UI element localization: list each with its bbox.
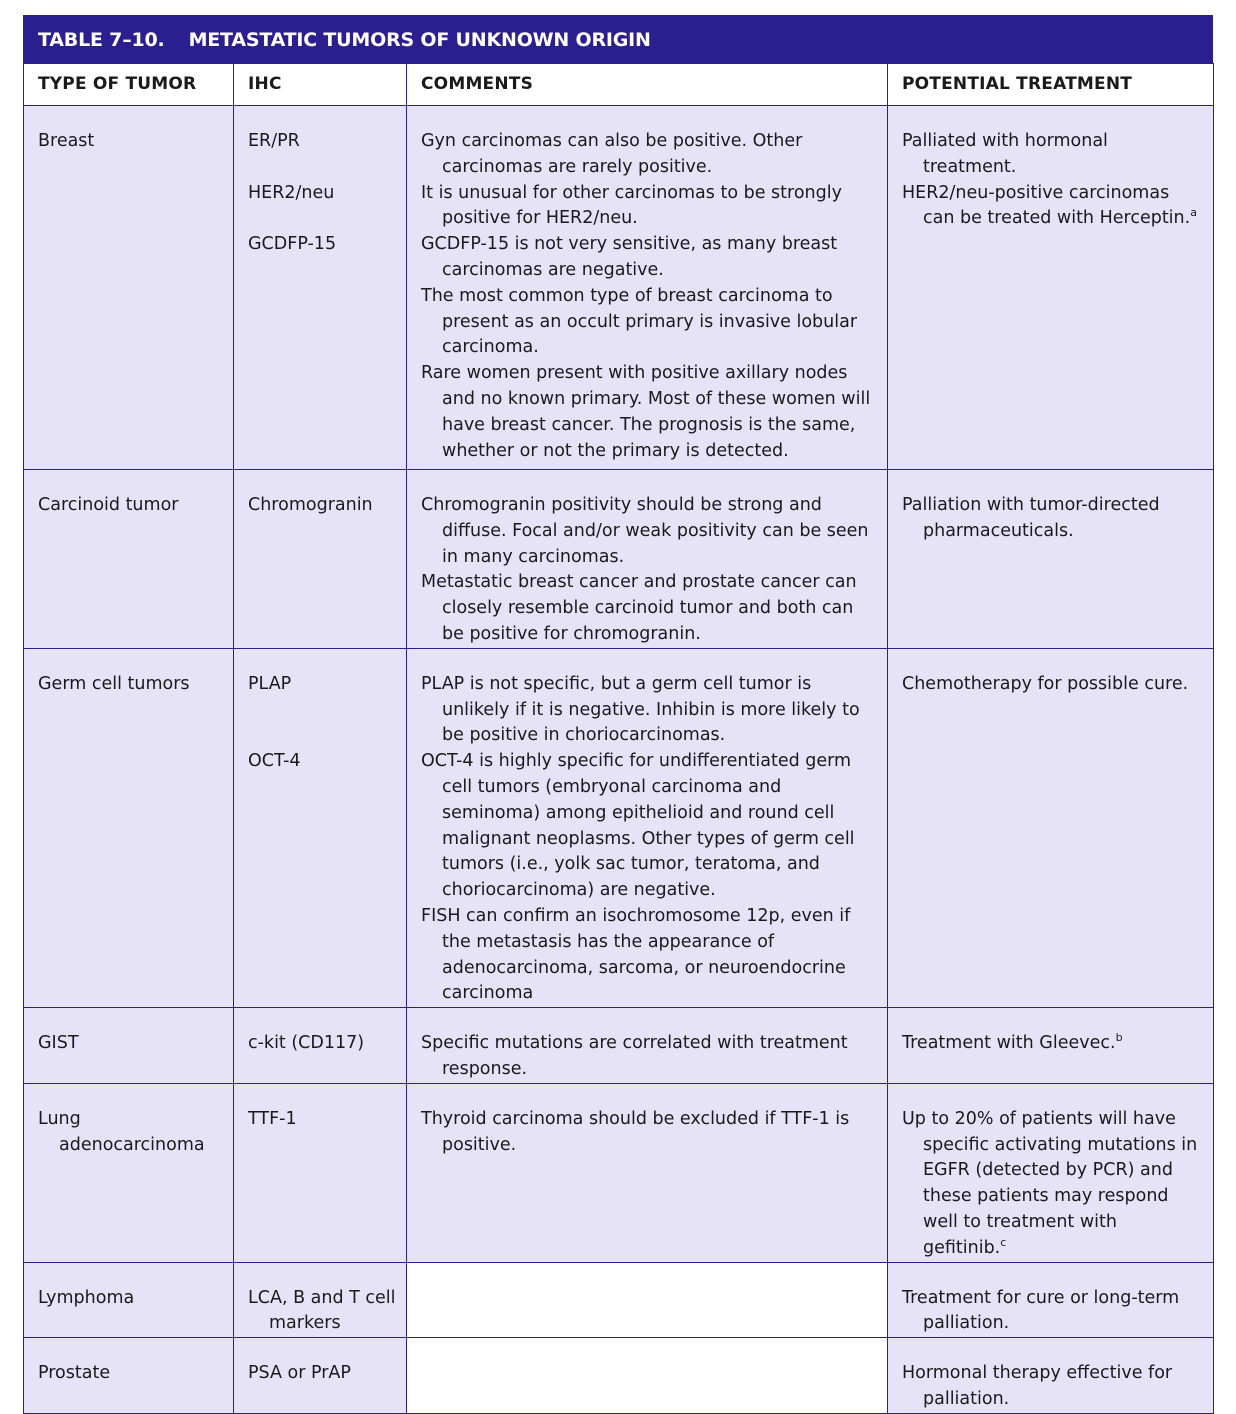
cell-ihc [234,1262,407,1338]
cell-ihc [234,648,407,1007]
comment-paragraph: OCT-4 is highly specific for undifferentiated germ cell tumors (embryonal carcinoma and seminoma) among epithelioid and round cell malignant neoplasms. Other types of germ cell tumors (i.e., yolk sac tumor, teratoma, and choriocarcinoma) are negative. [421,751,855,901]
cell-comments [407,1083,888,1262]
cell-ihc [234,470,407,649]
cell-tumor [24,106,234,470]
ihc-marker: TTF-1 [248,1108,297,1129]
ihc-marker: c-kit (CD117) [248,1033,365,1054]
comment-paragraph: Gyn carcinomas can also be positive. Other carcinomas are rarely positive. [421,131,803,177]
comment-paragraph: PLAP is not specific, but a germ cell tumor is unlikely if it is negative. Inhibin is more likely to be positive in choriocarcinomas. [421,673,860,746]
ihc-marker: HER2/neu [248,182,335,203]
cell-comments [407,470,888,649]
cell-tumor [24,648,234,1007]
footnote-marker: c [1000,1235,1007,1249]
comment-paragraph: It is unusual for other carcinomas to be strongly positive for HER2/neu. [421,182,842,229]
cell-treatment [888,470,1214,649]
ihc-marker: OCT-4 [248,751,301,772]
table-row [24,1338,1214,1414]
tumor-name: GIST [38,1033,79,1054]
tumor-name: Carcinoid tumor [38,495,179,515]
treatment-paragraph: Chemotherapy for possible cure. [902,673,1189,694]
treatment-paragraph: Up to 20% of patients will have specific activating mutations in EGFR (detected by PCR) and these patients may respond well to treatment with gefitinib.$^c$ [902,1108,1198,1258]
table-container [23,15,1213,1414]
table-number: TABLE 7–10. [38,29,165,51]
table-row [24,648,1214,1007]
table-title-bar [23,15,1213,63]
cell-treatment [888,1338,1214,1414]
cell-tumor [24,1262,234,1338]
footnote-marker: b [1115,1031,1123,1045]
comment-paragraph: Thyroid carcinoma should be excluded if TTF-1 is positive. [421,1108,850,1155]
table-title: METASTATIC TUMORS OF UNKNOWN ORIGIN [188,29,651,51]
treatment-paragraph: Palliation with tumor-directed pharmaceuticals. [902,495,1160,541]
treatment-paragraph: Hormonal therapy effective for palliation. [902,1363,1173,1409]
header-comments: COMMENTS [407,64,888,106]
table-row [24,106,1214,470]
comment-paragraph: GCDFP-15 is not very sensitive, as many breast carcinomas are negative. [421,234,838,280]
cell-comments [407,106,888,470]
header-type-of-tumor: TYPE OF TUMOR [24,64,234,106]
cell-tumor [24,1008,234,1084]
treatment-paragraph: HER2/neu-positive carcinomas can be treated with Herceptin.$^a$ [902,182,1197,229]
header-ihc: IHC [234,64,407,106]
cell-tumor [24,470,234,649]
table-row [24,1083,1214,1262]
cell-ihc [234,106,407,470]
cell-treatment [888,106,1214,470]
cell-comments [407,1262,888,1338]
comment-paragraph: FISH can confirm an isochromosome 12p, even if the metastasis has the appearance of adenocarcinoma, sarcoma, or neuroendocrine carcinoma [421,905,851,1004]
cell-comments [407,648,888,1007]
tumor-name: Lung adenocarcinoma [38,1108,205,1155]
comment-paragraph: The most common type of breast carcinoma to present as an occult primary is invasive lobular carcinoma. [421,285,858,358]
ihc-marker: PSA or PrAP [248,1363,351,1384]
cell-ihc [234,1008,407,1084]
ihc-marker: Chromogranin [248,495,373,515]
table-row [24,1262,1214,1338]
tumor-name: Prostate [38,1363,111,1384]
cell-treatment [888,1083,1214,1262]
tumor-name: Germ cell tumors [38,673,190,694]
data-table [23,63,1214,1414]
cell-comments [407,1338,888,1414]
tumor-name: Breast [38,131,95,151]
cell-treatment [888,1262,1214,1338]
cell-treatment [888,1008,1214,1084]
ihc-marker: LCA, B and T cell markers [248,1287,396,1334]
footnote-marker: a [1190,206,1197,220]
tumor-name: Lymphoma [38,1287,135,1308]
comment-paragraph: Metastatic breast cancer and prostate cancer can closely resemble carcinoid tumor and both can be positive for chromogranin. [421,572,857,644]
table-row [24,470,1214,649]
treatment-paragraph: Treatment for cure or long-term palliation. [902,1287,1180,1334]
comment-paragraph: Rare women present with positive axillary nodes and no known primary. Most of these women will have breast cancer. The prognosis is the same, whether or not the primary is detected. [421,363,871,461]
ihc-marker: PLAP [248,673,292,694]
cell-tumor [24,1338,234,1414]
table-row [24,1008,1214,1084]
header-row [24,64,1214,106]
comment-paragraph: Chromogranin positivity should be strong and diffuse. Focal and/or weak positivity can be seen in many carcinomas. [421,495,869,567]
cell-comments [407,1008,888,1084]
header-potential-treatment: POTENTIAL TREATMENT [888,64,1214,106]
cell-tumor [24,1083,234,1262]
ihc-marker: GCDFP-15 [248,234,337,255]
treatment-paragraph: Palliated with hormonal treatment. [902,131,1108,177]
ihc-marker: ER/PR [248,131,300,151]
comment-paragraph: Specific mutations are correlated with treatment response. [421,1033,848,1079]
cell-ihc [234,1338,407,1414]
cell-ihc [234,1083,407,1262]
cell-treatment [888,648,1214,1007]
treatment-paragraph: Treatment with Gleevec.$^b$ [902,1031,1123,1054]
